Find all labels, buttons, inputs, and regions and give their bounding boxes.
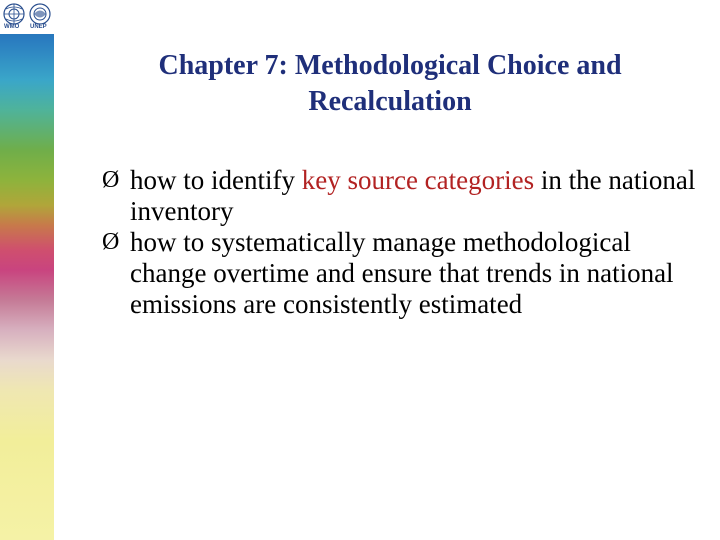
arrow-bullet-icon: Ø xyxy=(102,229,120,255)
bullet-text: how to systematically manage methodological change overtime and ensure that trends in national emissions are consistently estimated xyxy=(130,227,674,319)
wmo-logo-icon xyxy=(3,3,25,25)
slide-title-line-2: Recalculation xyxy=(308,86,472,117)
unep-logo-icon xyxy=(29,3,51,25)
slide-title-line-1: Chapter 7: Methodological Choice and xyxy=(158,50,622,81)
bullet-item xyxy=(100,227,700,320)
bullet-list xyxy=(100,165,700,320)
bullet-highlight-text: key source categories xyxy=(301,165,535,195)
arrow-bullet-icon: Ø xyxy=(102,167,120,193)
bullet-text: in the national inventory xyxy=(130,165,696,226)
bullet-item xyxy=(100,165,700,227)
wmo-caption: WMO xyxy=(4,24,20,30)
logo-strip xyxy=(0,0,54,34)
unep-caption: UNEP xyxy=(30,24,47,30)
slide-title xyxy=(90,48,690,120)
bullet-text: how to identify xyxy=(130,165,302,195)
decorative-color-sidebar xyxy=(0,0,54,540)
